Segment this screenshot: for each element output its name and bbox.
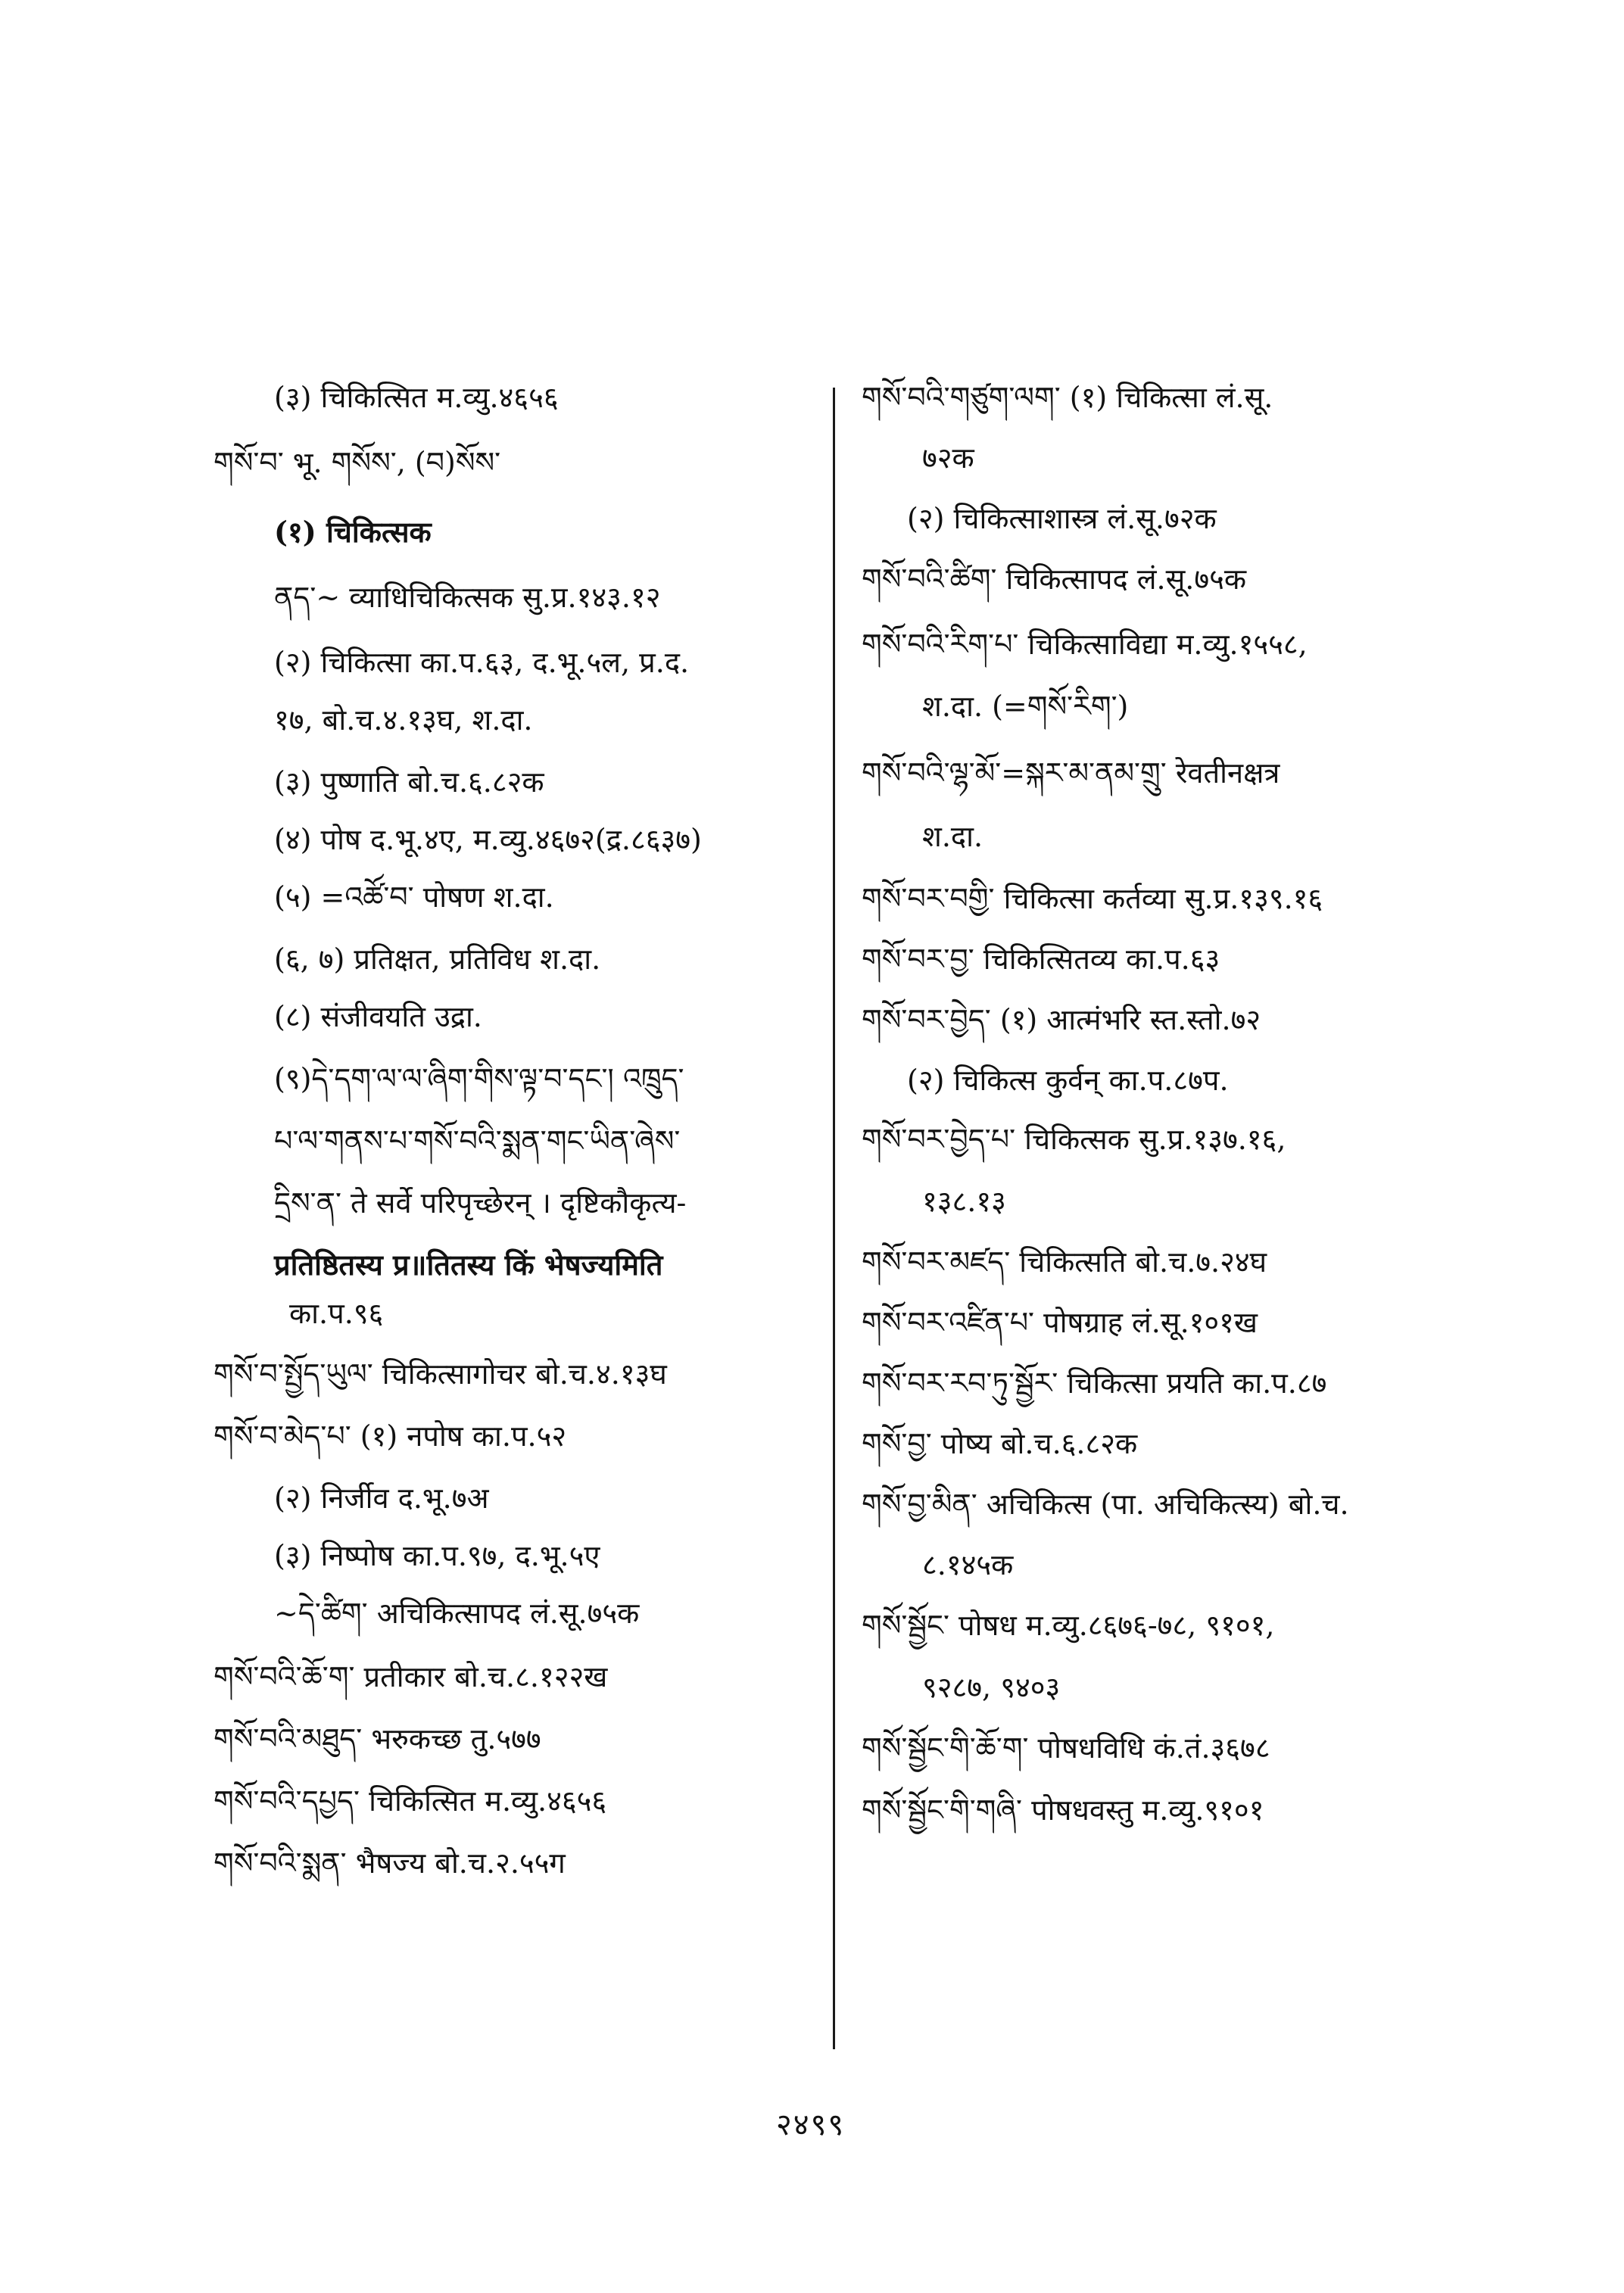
page-number: २४९९ [776,2108,846,2142]
headword-line: གསོ་བའི་སྨན་ भैषज्य बो.च.२.५५ग [214,1846,566,1880]
entry-line: (२) चिकित्स कुर्वन् का.प.८७प. [907,1064,1229,1097]
headword-line: གསོ་བའི་རིག་པ་ चिकित्साविद्या म.व्यु.१५५८, [862,628,1308,661]
entry-line: (५) =འཚོ་བ་ पोषण श.दा. [274,880,554,914]
entry-line: (२) चिकित्साशास्त्र लं.सू.७२क [907,502,1217,535]
headword-line: གསོ་བར་བྱ་ चिकित्सितव्य का.प.६३ [862,942,1220,976]
entry-line: ७२क [922,441,974,475]
entry-line: དྲིས་ན་ ते सर्वे परिपृच्छेरन् । दृष्टिकौकृत्य- [274,1186,687,1220]
headword-line: གསོ་བའི་ཚིག་ चिकित्सापद लं.सू.७५क [862,562,1247,596]
entry-line: (४) पोष द.भू.४ए, म.व्यु.४६७२(द्र.८६३७) [274,823,702,856]
entry-line: (३) निष्पोष का.प.९७, द.भू.५ए [274,1539,600,1572]
headword-line: གསོ་སྦྱོང་གི་ཆོ་ག་ पोषधविधि कं.तं.३६७८ [862,1731,1270,1765]
headword-line: གསོ་བར་བྱེད་ (१) आत्मंभरि स्त.स्तो.७२ [862,1003,1261,1036]
headword-line: གསོ་བར་མཛད་ चिकित्सति बो.च.७.२४घ [862,1245,1267,1279]
entry-line: (१) चिकित्सक [274,515,432,549]
headword-line: གསོ་བའི་ཆོ་ག་ प्रतीकार बो.च.८.१२२ख [214,1660,608,1693]
entry-line: ९२८७, ९४०३ [922,1671,1061,1704]
headword-line: གསོ་བར་འཛིན་པ་ पोषग्राह लं.सू.१०१ख [862,1306,1258,1339]
entry-line: श.दा. [922,820,983,853]
entry-line: (९)དེ་དག་ལ་ལ་ཞིག་གིས་ལྟ་བ་དང་། འཁྲུད་ [274,1062,684,1095]
headword-line: གསོ་བའི་མཐུད་ भरुकच्छ तु.५७७ [214,1722,541,1756]
headword-line: གསོ་བར་བྱེད་པ་ चिकित्सक सु.प्र.१३७.१६, [862,1123,1286,1156]
headword-line: གསོ་བར་བགྱི་ चिकित्सा कर्तव्या सु.प्र.१३९.१६ [862,882,1323,915]
entry-line: प्रतिष्ठितस्य प्र॥तितस्य किं भेषज्यमिति [274,1248,663,1282]
entry-line: १३८.१३ [922,1185,1006,1218]
entry-line: ~དེ་ཚིག་ अचिकित्सापद लं.सू.७५क [274,1597,640,1630]
entry-line: པ་ལ་གནས་པ་གསོ་བའི་སྨན་གང་ཡིན་ཞེས་ [274,1124,681,1157]
headword-line: གསོ་བའི་དཔྱད་ चिकित्सित म.व्यु.४६५६ [214,1784,607,1818]
headword-line: གསོ་བ་ भू. གསོས་, (བ)སོས་ [214,446,501,479]
headword-line: གསོ་བར་རབ་ཏུ་སྦྱོར་ चिकित्सा प्रयति का.प.८७ [862,1366,1327,1400]
headword-line: གསོ་བྱ་མིན་ अचिकित्स (पा. अचिकित्स्य) बो.च. [862,1488,1349,1521]
entry-line: श.दा. (=གསོ་རིག་) [922,690,1129,723]
entry-line: (६, ७) प्रतिक्षत, प्रतिविध श.दा. [274,942,601,976]
headword-line: གསོ་བའི་ལྷ་མོ་=སྐར་མ་ནམ་གྲུ་ रेवतीनक्षत्र [862,756,1280,790]
entry-line: (२) निर्जीव द.भू.७अ [274,1481,489,1515]
headword-line: གསོ་བ་མེད་པ་ (१) नपोष का.प.५२ [214,1419,567,1453]
entry-line: (३) चिकित्सित म.व्यु.४६५६ [274,381,559,414]
entry-line: ནད་~ व्याधिचिकित्सक सु.प्र.१४३.१२ [274,581,661,614]
entry-line: (८) संजीवयति उद्रा. [274,1000,482,1033]
entry-line: (२) चिकित्सा का.प.६३, द.भू.५ल, प्र.द. [274,646,690,679]
entry-line: का.प.९६ [289,1297,384,1330]
headword-line: གསོ་བྱ་ पोष्य बो.च.६.८२क [862,1427,1138,1460]
headword-line: གསོ་སྦྱོང་ पोषध म.व्यु.८६७६-७८, ९१०१, [862,1609,1275,1642]
column-divider [833,388,835,2049]
entry-line: ८.१४५क [922,1548,1014,1581]
headword-line: གསོ་སྦྱོང་གི་གཞི་ पोषधवस्तु म.व्यु.९१०१ [862,1793,1264,1827]
headword-line: གསོ་བའི་གཙུག་ལག་ (१) चिकित्सा लं.सू. [862,381,1273,414]
entry-line: १७, बो.च.४.१३घ, श.दा. [274,703,533,737]
headword-line: གསོ་བ་སྤྱོད་ཡུལ་ चिकित्सागोचर बो.च.४.१३घ [214,1357,667,1391]
entry-line: (३) पुष्णाति बो.च.६.८२क [274,765,544,799]
